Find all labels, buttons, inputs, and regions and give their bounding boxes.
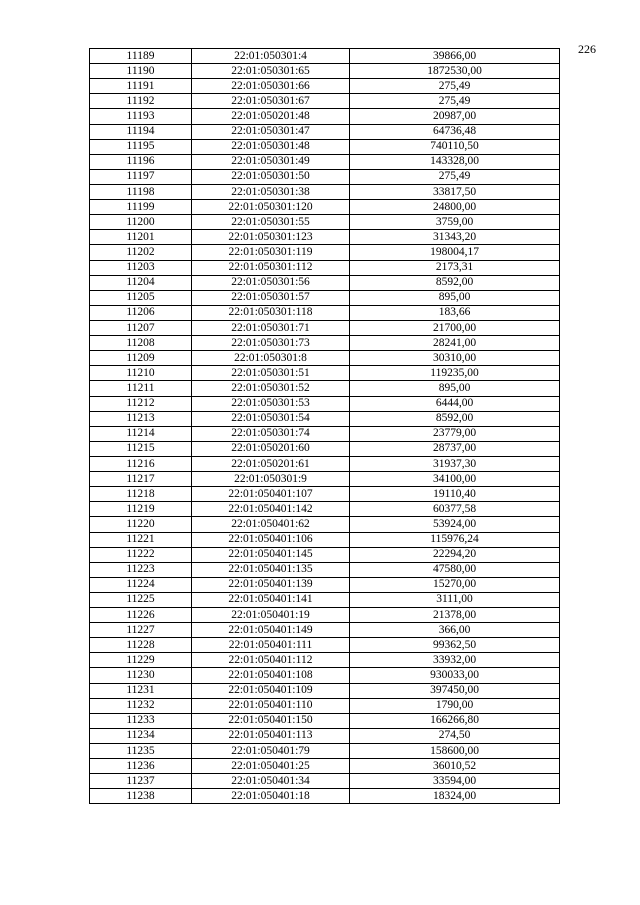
value-cell: 34100,00: [350, 472, 560, 487]
table-body: [90, 49, 560, 804]
value-cell: 740110,50: [350, 139, 560, 154]
value-cell: 397450,00: [350, 683, 560, 698]
row-number-cell: 11233: [90, 713, 192, 728]
value-cell: 275,49: [350, 94, 560, 109]
cadastral-number-cell: 22:01:050301:67: [192, 94, 350, 109]
cadastral-number-cell: 22:01:050301:47: [192, 124, 350, 139]
table-row: [90, 275, 560, 290]
table-row: [90, 49, 560, 64]
value-cell: 166266,80: [350, 713, 560, 728]
row-number-cell: 11229: [90, 653, 192, 668]
cadastral-number-cell: 22:01:050401:107: [192, 487, 350, 502]
value-cell: 8592,00: [350, 275, 560, 290]
cadastral-number-cell: 22:01:050401:109: [192, 683, 350, 698]
cadastral-number-cell: 22:01:050301:71: [192, 320, 350, 335]
row-number-cell: 11198: [90, 184, 192, 199]
table-row: [90, 774, 560, 789]
table-row: [90, 502, 560, 517]
row-number-cell: 11208: [90, 336, 192, 351]
table-row: [90, 351, 560, 366]
cadastral-number-cell: 22:01:050301:123: [192, 230, 350, 245]
value-cell: 33594,00: [350, 774, 560, 789]
table-row: [90, 245, 560, 260]
cadastral-number-cell: 22:01:050301:50: [192, 169, 350, 184]
value-cell: 895,00: [350, 381, 560, 396]
value-cell: 21700,00: [350, 320, 560, 335]
table-row: [90, 562, 560, 577]
row-number-cell: 11234: [90, 728, 192, 743]
value-cell: 23779,00: [350, 426, 560, 441]
table-row: [90, 139, 560, 154]
value-cell: 31343,20: [350, 230, 560, 245]
cadastral-number-cell: 22:01:050401:142: [192, 502, 350, 517]
cadastral-number-cell: 22:01:050401:79: [192, 744, 350, 759]
value-cell: 24800,00: [350, 200, 560, 215]
value-cell: 183,66: [350, 305, 560, 320]
cadastral-number-cell: 22:01:050301:48: [192, 139, 350, 154]
value-cell: 39866,00: [350, 49, 560, 64]
value-cell: 31937,30: [350, 456, 560, 471]
table-row: [90, 683, 560, 698]
value-cell: 22294,20: [350, 547, 560, 562]
cadastral-number-cell: 22:01:050301:51: [192, 366, 350, 381]
row-number-cell: 11210: [90, 366, 192, 381]
row-number-cell: 11225: [90, 592, 192, 607]
cadastral-number-cell: 22:01:050301:74: [192, 426, 350, 441]
row-number-cell: 11190: [90, 64, 192, 79]
value-cell: 30310,00: [350, 351, 560, 366]
cadastral-number-cell: 22:01:050301:52: [192, 381, 350, 396]
row-number-cell: 11237: [90, 774, 192, 789]
value-cell: 18324,00: [350, 789, 560, 804]
cadastral-number-cell: 22:01:050301:55: [192, 215, 350, 230]
cadastral-number-cell: 22:01:050301:4: [192, 49, 350, 64]
table-row: [90, 653, 560, 668]
table-row: [90, 320, 560, 335]
cadastral-number-cell: 22:01:050401:34: [192, 774, 350, 789]
table-row: [90, 260, 560, 275]
table-row: [90, 215, 560, 230]
value-cell: 15270,00: [350, 577, 560, 592]
row-number-cell: 11212: [90, 396, 192, 411]
row-number-cell: 11199: [90, 200, 192, 215]
row-number-cell: 11235: [90, 744, 192, 759]
table-row: [90, 547, 560, 562]
value-cell: 19110,40: [350, 487, 560, 502]
table-row: [90, 638, 560, 653]
value-cell: 20987,00: [350, 109, 560, 124]
table-row: [90, 336, 560, 351]
value-cell: 28737,00: [350, 441, 560, 456]
value-cell: 28241,00: [350, 336, 560, 351]
cadastral-number-cell: 22:01:050401:19: [192, 608, 350, 623]
table-row: [90, 94, 560, 109]
row-number-cell: 11196: [90, 154, 192, 169]
row-number-cell: 11215: [90, 441, 192, 456]
cadastral-number-cell: 22:01:050301:49: [192, 154, 350, 169]
value-cell: 366,00: [350, 623, 560, 638]
cadastral-table-container: [89, 48, 560, 804]
table-row: [90, 789, 560, 804]
cadastral-number-cell: 22:01:050301:66: [192, 79, 350, 94]
value-cell: 274,50: [350, 728, 560, 743]
cadastral-number-cell: 22:01:050401:25: [192, 759, 350, 774]
cadastral-number-cell: 22:01:050401:112: [192, 653, 350, 668]
table-row: [90, 698, 560, 713]
row-number-cell: 11221: [90, 532, 192, 547]
table-row: [90, 169, 560, 184]
value-cell: 36010,52: [350, 759, 560, 774]
table-row: [90, 517, 560, 532]
row-number-cell: 11232: [90, 698, 192, 713]
row-number-cell: 11195: [90, 139, 192, 154]
value-cell: 895,00: [350, 290, 560, 305]
value-cell: 60377,58: [350, 502, 560, 517]
table-row: [90, 426, 560, 441]
table-row: [90, 472, 560, 487]
row-number-cell: 11222: [90, 547, 192, 562]
row-number-cell: 11194: [90, 124, 192, 139]
table-row: [90, 154, 560, 169]
table-row: [90, 623, 560, 638]
row-number-cell: 11227: [90, 623, 192, 638]
row-number-cell: 11206: [90, 305, 192, 320]
row-number-cell: 11201: [90, 230, 192, 245]
row-number-cell: 11214: [90, 426, 192, 441]
value-cell: 275,49: [350, 169, 560, 184]
value-cell: 158600,00: [350, 744, 560, 759]
row-number-cell: 11224: [90, 577, 192, 592]
row-number-cell: 11213: [90, 411, 192, 426]
value-cell: 198004,17: [350, 245, 560, 260]
cadastral-number-cell: 22:01:050301:9: [192, 472, 350, 487]
cadastral-number-cell: 22:01:050401:141: [192, 592, 350, 607]
value-cell: 930033,00: [350, 668, 560, 683]
table-row: [90, 200, 560, 215]
cadastral-number-cell: 22:01:050401:62: [192, 517, 350, 532]
value-cell: 3759,00: [350, 215, 560, 230]
cadastral-number-cell: 22:01:050301:119: [192, 245, 350, 260]
table-row: [90, 608, 560, 623]
table-row: [90, 184, 560, 199]
table-row: [90, 668, 560, 683]
value-cell: 33817,50: [350, 184, 560, 199]
cadastral-number-cell: 22:01:050301:120: [192, 200, 350, 215]
table-row: [90, 290, 560, 305]
row-number-cell: 11193: [90, 109, 192, 124]
cadastral-number-cell: 22:01:050401:149: [192, 623, 350, 638]
table-row: [90, 592, 560, 607]
value-cell: 6444,00: [350, 396, 560, 411]
row-number-cell: 11236: [90, 759, 192, 774]
value-cell: 2173,31: [350, 260, 560, 275]
row-number-cell: 11238: [90, 789, 192, 804]
row-number-cell: 11217: [90, 472, 192, 487]
cadastral-number-cell: 22:01:050301:65: [192, 64, 350, 79]
value-cell: 53924,00: [350, 517, 560, 532]
table-row: [90, 109, 560, 124]
page-number: 226: [578, 42, 596, 56]
cadastral-number-cell: 22:01:050401:113: [192, 728, 350, 743]
cadastral-number-cell: 22:01:050401:139: [192, 577, 350, 592]
row-number-cell: 11220: [90, 517, 192, 532]
cadastral-number-cell: 22:01:050301:8: [192, 351, 350, 366]
table-row: [90, 396, 560, 411]
cadastral-number-cell: 22:01:050201:48: [192, 109, 350, 124]
table-row: [90, 728, 560, 743]
row-number-cell: 11219: [90, 502, 192, 517]
value-cell: 64736,48: [350, 124, 560, 139]
value-cell: 1872530,00: [350, 64, 560, 79]
row-number-cell: 11205: [90, 290, 192, 305]
row-number-cell: 11203: [90, 260, 192, 275]
value-cell: 119235,00: [350, 366, 560, 381]
row-number-cell: 11231: [90, 683, 192, 698]
cadastral-number-cell: 22:01:050401:111: [192, 638, 350, 653]
table-row: [90, 487, 560, 502]
cadastral-number-cell: 22:01:050401:145: [192, 547, 350, 562]
table-row: [90, 441, 560, 456]
cadastral-number-cell: 22:01:050301:118: [192, 305, 350, 320]
row-number-cell: 11230: [90, 668, 192, 683]
value-cell: 33932,00: [350, 653, 560, 668]
cadastral-number-cell: 22:01:050301:57: [192, 290, 350, 305]
cadastral-number-cell: 22:01:050401:106: [192, 532, 350, 547]
cadastral-number-cell: 22:01:050301:54: [192, 411, 350, 426]
row-number-cell: 11226: [90, 608, 192, 623]
table-row: [90, 305, 560, 320]
cadastral-number-cell: 22:01:050401:110: [192, 698, 350, 713]
row-number-cell: 11228: [90, 638, 192, 653]
row-number-cell: 11209: [90, 351, 192, 366]
cadastral-number-cell: 22:01:050301:56: [192, 275, 350, 290]
cadastral-number-cell: 22:01:050401:108: [192, 668, 350, 683]
row-number-cell: 11202: [90, 245, 192, 260]
cadastral-number-cell: 22:01:050201:61: [192, 456, 350, 471]
cadastral-number-cell: 22:01:050301:112: [192, 260, 350, 275]
cadastral-table: [89, 48, 560, 804]
value-cell: 1790,00: [350, 698, 560, 713]
value-cell: 275,49: [350, 79, 560, 94]
row-number-cell: 11216: [90, 456, 192, 471]
table-row: [90, 759, 560, 774]
value-cell: 99362,50: [350, 638, 560, 653]
cadastral-number-cell: 22:01:050401:135: [192, 562, 350, 577]
table-row: [90, 124, 560, 139]
row-number-cell: 11223: [90, 562, 192, 577]
table-row: [90, 381, 560, 396]
value-cell: 8592,00: [350, 411, 560, 426]
value-cell: 115976,24: [350, 532, 560, 547]
row-number-cell: 11192: [90, 94, 192, 109]
cadastral-number-cell: 22:01:050401:150: [192, 713, 350, 728]
table-row: [90, 411, 560, 426]
row-number-cell: 11189: [90, 49, 192, 64]
row-number-cell: 11197: [90, 169, 192, 184]
cadastral-number-cell: 22:01:050201:60: [192, 441, 350, 456]
table-row: [90, 532, 560, 547]
row-number-cell: 11207: [90, 320, 192, 335]
value-cell: 3111,00: [350, 592, 560, 607]
row-number-cell: 11211: [90, 381, 192, 396]
row-number-cell: 11204: [90, 275, 192, 290]
row-number-cell: 11218: [90, 487, 192, 502]
value-cell: 47580,00: [350, 562, 560, 577]
row-number-cell: 11200: [90, 215, 192, 230]
table-row: [90, 79, 560, 94]
cadastral-number-cell: 22:01:050301:73: [192, 336, 350, 351]
cadastral-number-cell: 22:01:050301:38: [192, 184, 350, 199]
table-row: [90, 64, 560, 79]
table-row: [90, 456, 560, 471]
cadastral-number-cell: 22:01:050301:53: [192, 396, 350, 411]
value-cell: 21378,00: [350, 608, 560, 623]
value-cell: 143328,00: [350, 154, 560, 169]
table-row: [90, 713, 560, 728]
table-row: [90, 366, 560, 381]
cadastral-number-cell: 22:01:050401:18: [192, 789, 350, 804]
table-row: [90, 230, 560, 245]
row-number-cell: 11191: [90, 79, 192, 94]
table-row: [90, 744, 560, 759]
table-row: [90, 577, 560, 592]
